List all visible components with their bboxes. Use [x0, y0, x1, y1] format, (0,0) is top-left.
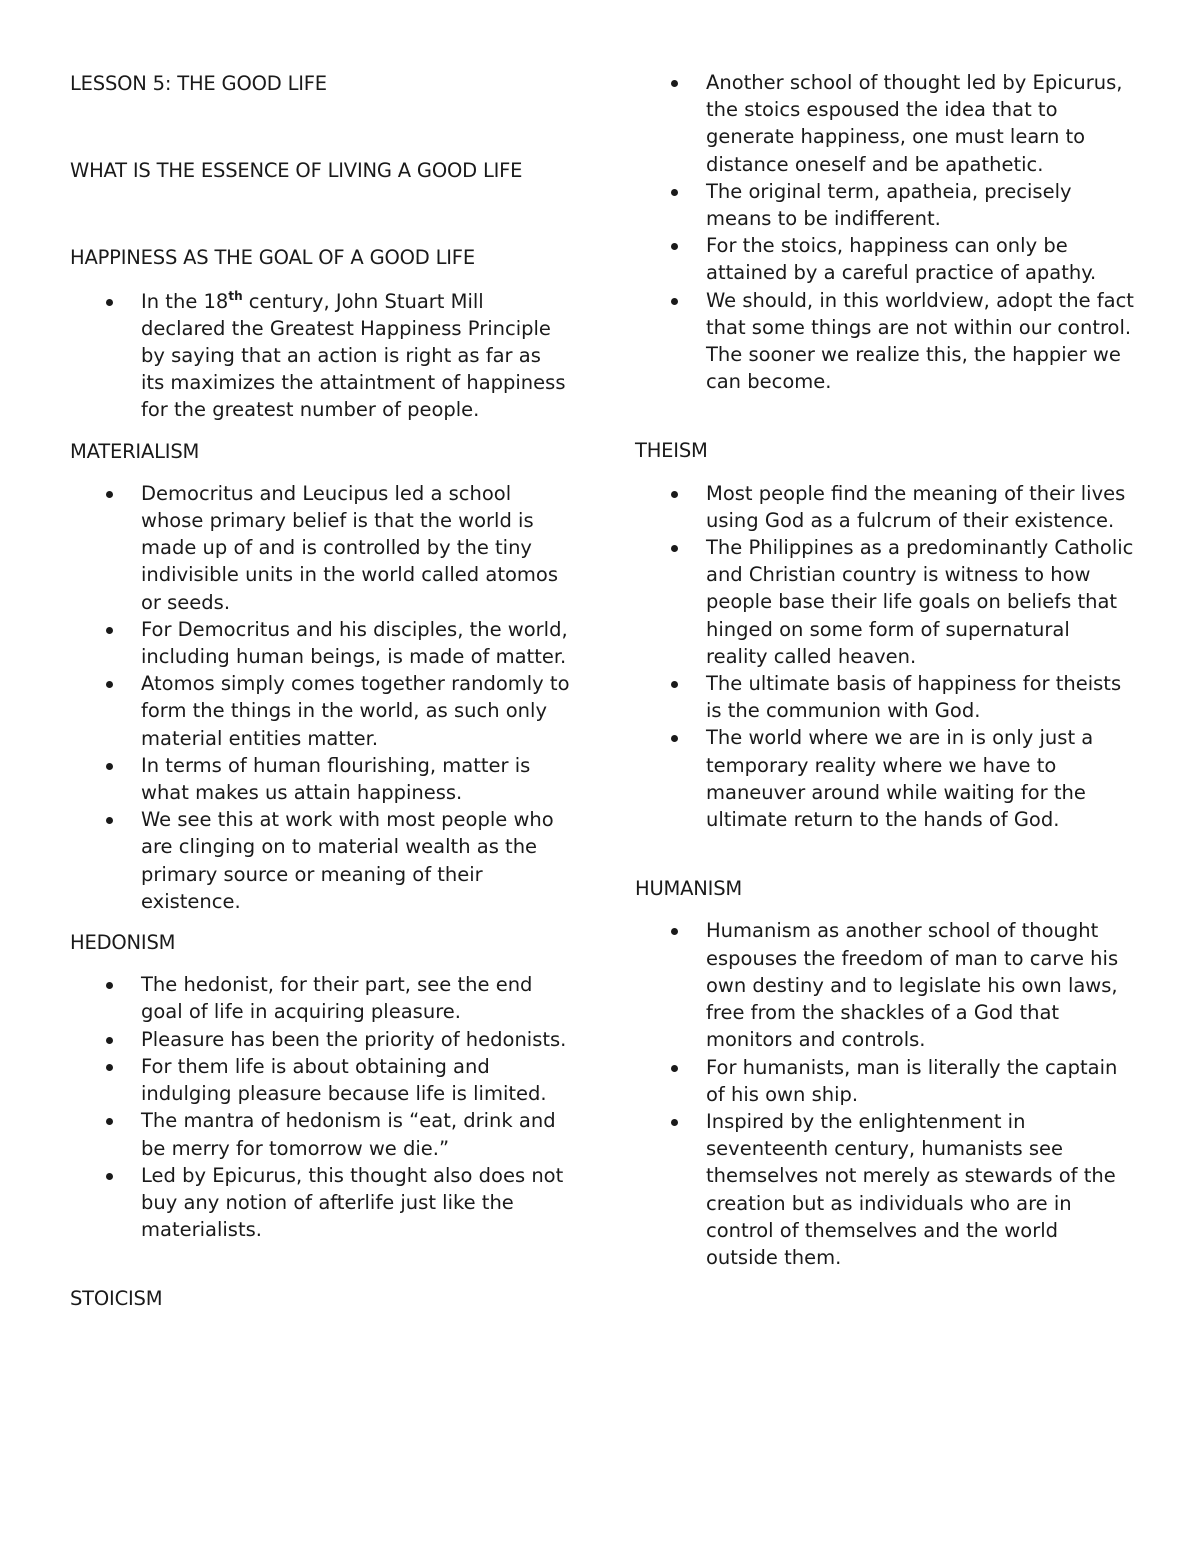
- happiness-list: [70, 288, 570, 424]
- right-column: [635, 68, 1135, 1271]
- list-item: Another school of thought led by Epicurus, the stoics espoused the idea that to generate happiness, one must learn to distance oneself and be apathetic.: [635, 69, 1135, 178]
- list-item: The world where we are in is only just a temporary reality where we have to maneuver around while waiting for the ultimate return to the hands of God.: [635, 724, 1135, 833]
- list-item: Most people find the meaning of their lives using God as a fulcrum of their existence.: [635, 480, 1135, 534]
- essence-question: WHAT IS THE ESSENCE OF LIVING A GOOD LIFE: [70, 159, 523, 183]
- stoicism-heading: STOICISM: [70, 1287, 163, 1311]
- list-item: For Democritus and his disciples, the world, including human beings, is made of matter.: [70, 616, 570, 670]
- list-item: The Philippines as a predominantly Catholic and Christian country is witness to how people base their life goals on beliefs that hinged on some form of supernatural reality called heaven.: [635, 534, 1135, 670]
- theism-list: [635, 480, 1135, 834]
- list-item: The original term, apatheia, precisely means to be indifferent.: [635, 178, 1135, 232]
- lesson-title: LESSON 5: THE GOOD LIFE: [70, 72, 327, 95]
- list-item: In the 18th century, John Stuart Mill declared the Greatest Happiness Principle by saying that an action is right as far as its maximizes the attaintment of happiness for the greatest number of people.: [70, 288, 570, 424]
- humanism-heading: HUMANISM: [635, 877, 743, 901]
- list-item: In terms of human flourishing, matter is what makes us attain happiness.: [70, 752, 570, 806]
- materialism-heading: MATERIALISM: [70, 439, 200, 463]
- list-item: Pleasure has been the priority of hedonists.: [70, 1026, 570, 1053]
- list-item: Led by Epicurus, this thought also does not buy any notion of afterlife just like the materialists.: [70, 1162, 570, 1244]
- happiness-heading: HAPPINESS AS THE GOAL OF A GOOD LIFE: [70, 246, 475, 270]
- list-item: For them life is about obtaining and indulging pleasure because life is limited.: [70, 1053, 570, 1107]
- humanism-list: [635, 917, 1135, 1271]
- list-item: The ultimate basis of happiness for theists is the communion with God.: [635, 670, 1135, 724]
- list-item: We see this at work with most people who are clinging on to material wealth as the primary source or meaning of their existence.: [70, 806, 570, 915]
- list-item: Inspired by the enlightenment in seventeenth century, humanists see themselves not merely as stewards of the creation but as individuals who are in control of themselves and the world outside them.: [635, 1108, 1135, 1271]
- theism-heading: THEISM: [635, 439, 708, 463]
- list-item: We should, in this worldview, adopt the fact that some things are not within our control. The sooner we realize this, the happier we can become.: [635, 287, 1135, 396]
- list-item: Humanism as another school of thought espouses the freedom of man to carve his own destiny and to legislate his own laws, free from the shackles of a God that monitors and controls.: [635, 917, 1135, 1053]
- materialism-list: [70, 480, 570, 915]
- list-item: For the stoics, happiness can only be attained by a careful practice of apathy.: [635, 232, 1135, 286]
- left-column: [70, 68, 570, 1313]
- hedonism-heading: HEDONISM: [70, 931, 176, 955]
- stoicism-list: [635, 69, 1135, 395]
- list-item: Atomos simply comes together randomly to form the things in the world, as such only material entities matter.: [70, 670, 570, 752]
- list-item: The mantra of hedonism is “eat, drink and be merry for tomorrow we die.”: [70, 1107, 570, 1161]
- hedonism-list: [70, 971, 570, 1243]
- list-item: For humanists, man is literally the captain of his own ship.: [635, 1054, 1135, 1108]
- list-item: Democritus and Leucipus led a school whose primary belief is that the world is made up of and is controlled by the tiny indivisible units in the world called atomos or seeds.: [70, 480, 570, 616]
- list-item: The hedonist, for their part, see the end goal of life in acquiring pleasure.: [70, 971, 570, 1025]
